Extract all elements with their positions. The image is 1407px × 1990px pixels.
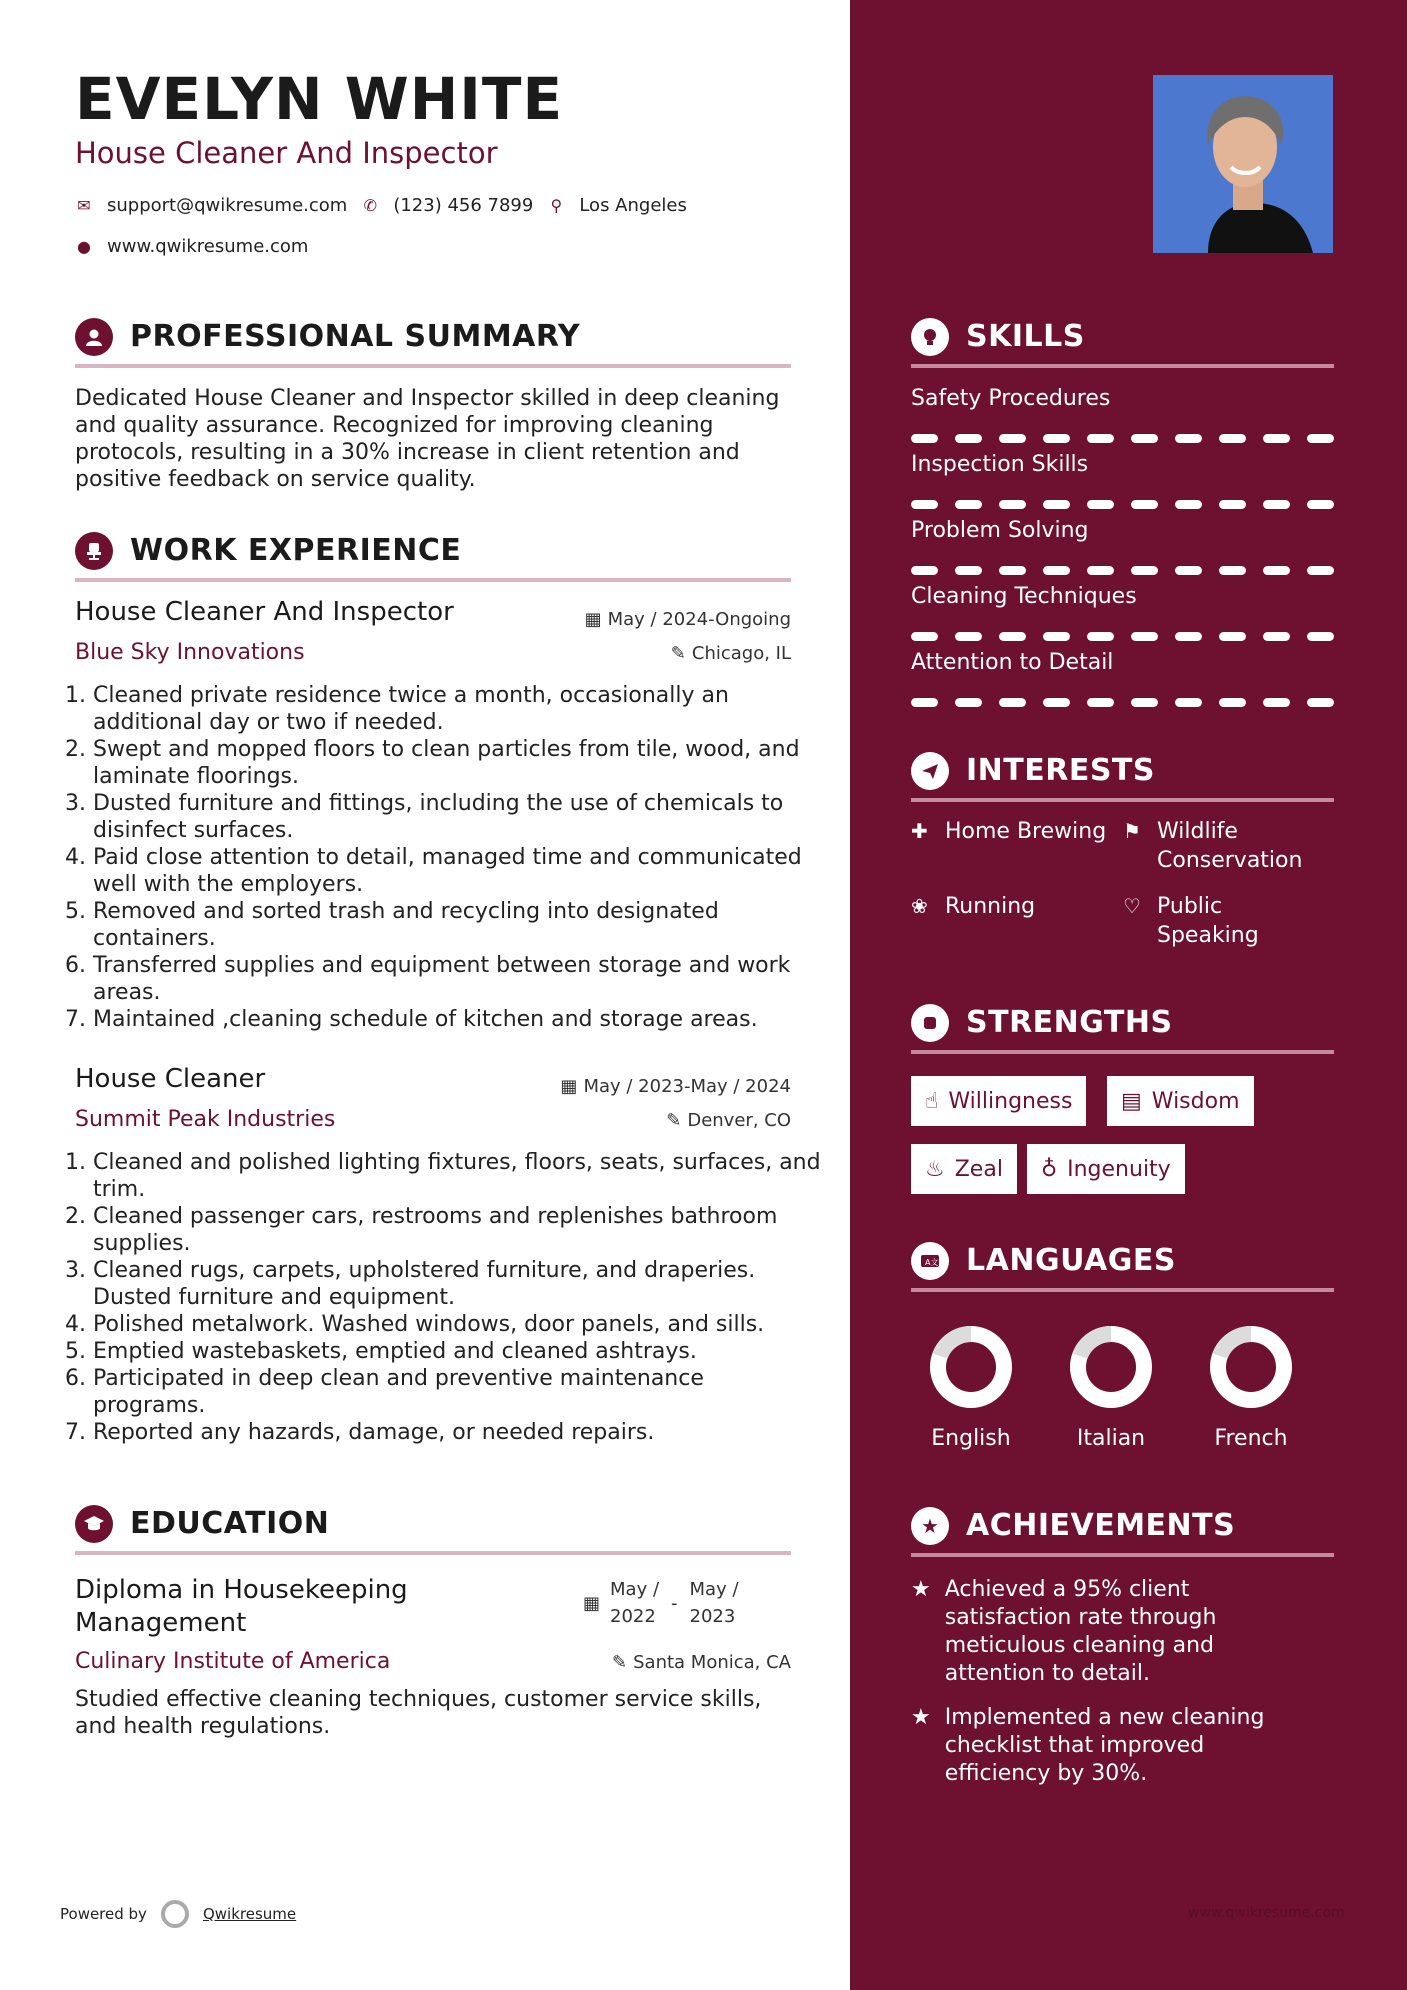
job-company: Summit Peak Industries: [75, 1107, 336, 1132]
footer-powered-by: Powered by Qwikresume: [60, 1900, 296, 1928]
education-location: ✎ Santa Monica, CA: [612, 1652, 791, 1673]
education-heading: [75, 1501, 791, 1555]
job-bullets: [75, 682, 823, 1033]
flag-icon: ⚑: [1123, 819, 1141, 843]
skill-level-bar: [911, 434, 1334, 444]
list-item: 3. Cleaned rugs, carpets, upholstered furniture, and draperies. Dusted furniture and equipment.: [93, 1257, 823, 1311]
languages-heading: [911, 1238, 1334, 1292]
language-icon: [911, 1242, 949, 1280]
candidate-role: House Cleaner And Inspector: [75, 136, 498, 170]
shooting-star-icon: ★: [911, 1705, 931, 1730]
education-date: ▦ May / 2022 - May / 2023: [583, 1576, 739, 1630]
sidebar-column: [850, 0, 1407, 1990]
thumbs-up-icon: ☝: [925, 1088, 939, 1114]
summary-heading: [75, 314, 791, 368]
job-company: Blue Sky Innovations: [75, 640, 305, 665]
list-item: 7. Maintained ,cleaning schedule of kitchen and storage areas.: [93, 1006, 823, 1033]
skill-level-bar: [911, 500, 1334, 510]
list-item: 5. Removed and sorted trash and recycling into designated containers.: [93, 898, 823, 952]
qwikresume-logo-icon: [161, 1900, 189, 1928]
skill-item: Problem Solving: [911, 518, 1334, 543]
divider: [75, 1551, 791, 1555]
skill-level-bar: [911, 632, 1334, 642]
list-item: 1. Cleaned private residence twice a month, occasionally an additional day or two if needed.: [93, 682, 823, 736]
skill-item: Inspection Skills: [911, 452, 1334, 477]
strengths-heading: [911, 1000, 1334, 1054]
job-date: ▦ May / 2023-May / 2024: [560, 1076, 791, 1097]
divider: [75, 578, 791, 582]
school-name: Culinary Institute of America: [75, 1649, 391, 1674]
language-ring: [1206, 1322, 1296, 1412]
strength-tag: ♁ Ingenuity: [1027, 1144, 1185, 1194]
chair-icon: [75, 532, 113, 570]
skills-title: SKILLS: [966, 319, 1085, 354]
summary-title: PROFESSIONAL SUMMARY: [130, 319, 581, 354]
calendar-icon: ▦: [560, 1076, 578, 1097]
achievement-item: ★ Achieved a 95% client satisfaction rate through meticulous cleaning and attention to detail.: [911, 1577, 1217, 1686]
summary-text: Dedicated House Cleaner and Inspector skilled in deep cleaning and quality assurance. Recognized for improving cleaning protocols, resulting in a 30% increase in client retention and positive feedback on service quality.: [75, 386, 780, 492]
education-text: Studied effective cleaning techniques, customer service skills, and health regulations.: [75, 1687, 762, 1739]
list-item: 6. Participated in deep clean and preventive maintenance programs.: [93, 1365, 823, 1419]
flame-icon: ♨: [925, 1156, 945, 1182]
strength-tag: ♨ Zeal: [911, 1144, 1017, 1194]
job-location: ✎ Chicago, IL: [670, 643, 791, 664]
contact-email[interactable]: support@qwikresume.com: [107, 195, 348, 216]
pushpin-icon: ✎: [670, 643, 686, 664]
education-title: EDUCATION: [130, 1506, 330, 1541]
contact-phone[interactable]: (123) 456 7899: [393, 195, 534, 216]
heartbeat-icon: ♡: [1123, 894, 1141, 918]
list-item: 3. Dusted furniture and fittings, including the use of chemicals to disinfect surfaces.: [93, 790, 823, 844]
contact-website[interactable]: www.qwikresume.com: [107, 236, 309, 257]
divider: [911, 798, 1334, 802]
calendar-icon: ▦: [584, 609, 602, 630]
book-icon: ▤: [1121, 1088, 1142, 1114]
divider: [911, 364, 1334, 368]
language-item: French: [1191, 1322, 1311, 1451]
skill-item: Attention to Detail: [911, 650, 1334, 675]
strength-tag: ☝ Willingness: [911, 1076, 1086, 1126]
interest-item: ⚑ Wildlife Conservation: [1123, 819, 1303, 873]
list-item: 4. Paid close attention to detail, managed time and communicated well with the employers.: [93, 844, 823, 898]
footer-brand-link[interactable]: Qwikresume: [202, 1905, 297, 1923]
list-item: 1. Cleaned and polished lighting fixtures, floors, seats, surfaces, and trim.: [93, 1149, 823, 1203]
contact-row-2: [75, 236, 308, 257]
contact-row: [75, 195, 687, 216]
paper-plane-icon: [911, 752, 949, 790]
language-ring: [1066, 1322, 1156, 1412]
candidate-name: EVELYN WHITE: [75, 65, 564, 133]
skill-level-bar: [911, 566, 1334, 576]
star-badge-icon: ★: [911, 1507, 949, 1545]
language-item: English: [911, 1322, 1031, 1451]
divider: [911, 1050, 1334, 1054]
skills-heading: [911, 314, 1334, 368]
shooting-star-icon: ★: [911, 1577, 931, 1602]
language-item: Italian: [1051, 1322, 1171, 1451]
achievements-title: ACHIEVEMENTS: [966, 1508, 1236, 1543]
divider: [75, 364, 791, 368]
achievement-item: ★ Implemented a new cleaning checklist that improved efficiency by 30%.: [911, 1705, 1265, 1786]
paw-icon: ❀: [911, 894, 928, 918]
languages-title: LANGUAGES: [966, 1243, 1176, 1278]
achievements-heading: [911, 1503, 1334, 1557]
graduation-icon: [75, 1505, 113, 1543]
interests-title: INTERESTS: [966, 753, 1155, 788]
strengths-title: STRENGTHS: [966, 1005, 1173, 1040]
list-item: 2. Swept and mopped floors to clean particles from tile, wood, and laminate floorings.: [93, 736, 823, 790]
job-date: ▦ May / 2024-Ongoing: [584, 609, 791, 630]
globe-icon: ●: [77, 237, 91, 256]
phone-icon: ✆: [363, 196, 378, 215]
language-ring: [926, 1322, 1016, 1412]
lightbulb-icon: [911, 318, 949, 356]
interest-item: ♡ Public Speaking: [1123, 894, 1259, 948]
list-item: 7. Reported any hazards, damage, or needed repairs.: [93, 1419, 823, 1446]
skill-level-bar: [911, 698, 1334, 708]
job-title: House Cleaner And Inspector: [75, 597, 454, 627]
list-item: 5. Emptied wastebaskets, emptied and cleaned ashtrays.: [93, 1338, 823, 1365]
pushpin-icon: ✎: [612, 1652, 628, 1673]
user-icon: [75, 318, 113, 356]
lightbulb-icon: ♁: [1041, 1156, 1058, 1182]
job-location: ✎ Denver, CO: [666, 1110, 791, 1131]
skill-item: Safety Procedures: [911, 386, 1334, 411]
contact-location: Los Angeles: [579, 195, 687, 216]
divider: [911, 1288, 1334, 1292]
calendar-icon: ▦: [583, 1593, 601, 1614]
job-bullets: [75, 1149, 823, 1446]
fist-icon: [911, 1004, 949, 1042]
degree-title: Diploma in Housekeeping Management: [75, 1575, 408, 1638]
envelope-icon: ✉: [77, 196, 91, 215]
interest-item: ❀ Running: [911, 894, 1036, 919]
list-item: 6. Transferred supplies and equipment between storage and work areas.: [93, 952, 823, 1006]
list-item: 4. Polished metalwork. Washed windows, door panels, and sills.: [93, 1311, 823, 1338]
puzzle-icon: ✚: [911, 819, 928, 843]
map-marker-icon: ⚲: [550, 196, 563, 215]
strength-tag: ▤ Wisdom: [1107, 1076, 1254, 1126]
job-title: House Cleaner: [75, 1064, 266, 1094]
svg-text:A文: A文: [925, 1258, 939, 1267]
experience-title: WORK EXPERIENCE: [130, 533, 462, 568]
divider: [911, 1553, 1334, 1557]
skill-item: Cleaning Techniques: [911, 584, 1334, 609]
list-item: 2. Cleaned passenger cars, restrooms and replenishes bathroom supplies.: [93, 1203, 823, 1257]
interests-heading: [911, 748, 1334, 802]
footer-site: www.qwikresume.com: [1188, 1905, 1345, 1921]
experience-heading: [75, 528, 791, 582]
pushpin-icon: ✎: [666, 1110, 682, 1131]
interest-item: ✚ Home Brewing: [911, 819, 1107, 844]
profile-photo: [1153, 75, 1333, 253]
